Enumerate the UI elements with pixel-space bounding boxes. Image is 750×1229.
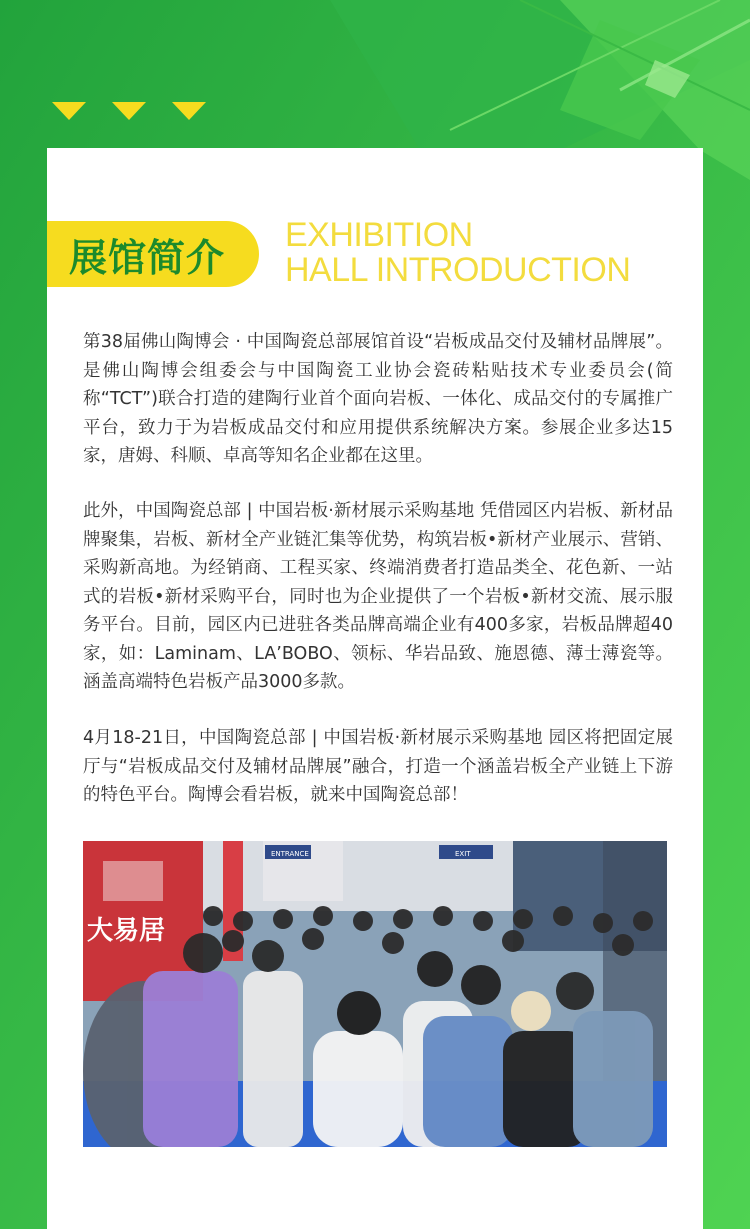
paragraph-event: 4月18-21日，中国陶瓷总部 | 中国岩板·新材展示采购基地 园区将把固定展厅与“岩板成品交付及辅材品牌展”融合，打造一个涵盖岩板全产业链上下游的特色平台。陶博会看岩板，就来中国陶瓷总部！ (83, 728, 673, 805)
section-title-tab (47, 221, 259, 287)
entrance-sign: ENTRANCE (271, 850, 309, 858)
chevron-down-icon (172, 102, 206, 122)
paragraph-intro: 第38届佛山陶博会 · 中国陶瓷总部展馆首设“岩板成品交付及辅材品牌展”。是佛山陶博会组委会与中国陶瓷工业协会瓷砖粘贴技术专业委员会(简称“TCT”)联合打造的建陶行业首个面向岩板、一体化、成品交付的专属推广平台，致力于为岩板成品交付和应用提供系统解决方案。参展企业多达15家，唐姆、科顺、卓高等知名企业都在这里。 (83, 332, 673, 466)
section-title: 展馆简介 (69, 235, 226, 280)
section-english-title (285, 218, 685, 288)
paragraph-details: 此外，中国陶瓷总部 | 中国岩板·新材展示采购基地 凭借园区内岩板、新材品牌聚集，岩板、新材全产业链汇集等优势，构筑岩板•新材产业展示、营销、采购新高地。为经销商、工程买家、终端消费者打造品类全、花色新、一站式的岩板•新材采购平台，同时也为企业提供了一个岩板•新材交流、展示服务平台。目前，园区内已进驻各类品牌高端企业有400多家，岩板品牌超40家，如：Laminam、LA’BOBO、领标、华岩品致、施恩德、薄士薄瓷等。涵盖高端特色岩板产品3000多款。 (83, 501, 673, 692)
chevron-down-icon (112, 102, 146, 122)
english-title-line2: HALL INTRODUCTION (285, 251, 631, 289)
english-title-line1: EXHIBITION (285, 216, 473, 254)
chevron-down-icon (52, 102, 86, 122)
booth-sign: 大易居 (87, 916, 166, 946)
exhibition-crowd-photo (83, 841, 667, 1147)
exit-sign: EXIT (455, 850, 471, 858)
